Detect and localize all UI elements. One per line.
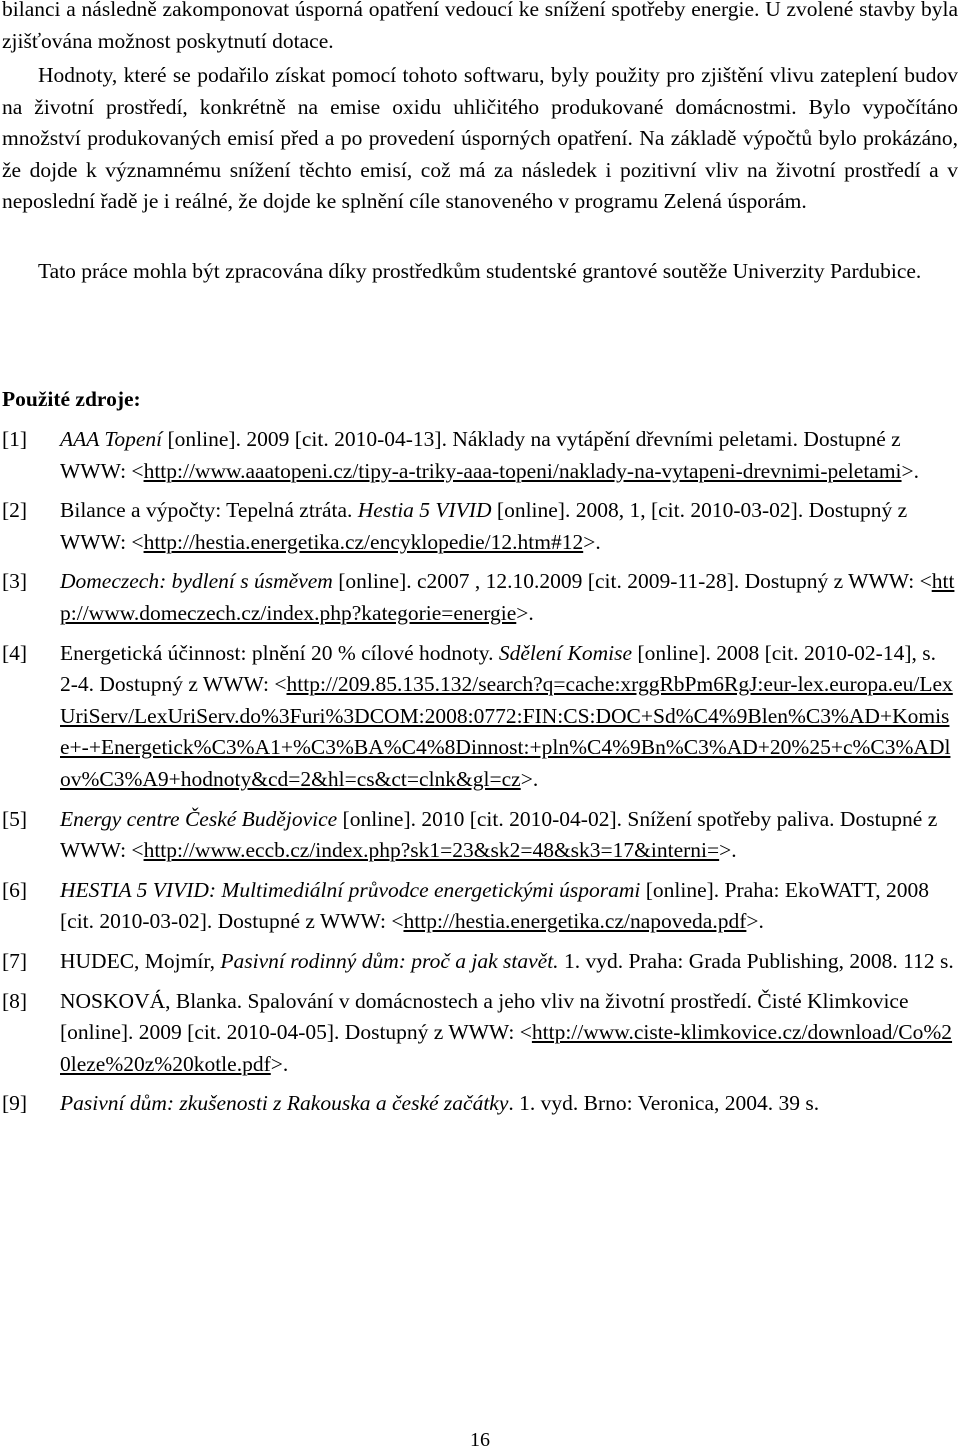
reference-link[interactable]: http://209.85.135.132/search?q=cache:xrggRbPm6RgJ:eur-lex.europa.eu/LexUriServ/LexUriServ.do%3Furi%3DCOM:2008:0772:FIN:CS:DOC+Sd%C4%9Blen%C3%AD+Komise+-+Energetick%C3%A1+%C3%BA%C4%8Dinnost:+pln%C4%9Bn%C3%AD+20%25+c%C3%ADlov%C3%A9+hodnoty&cd=2&hl=cs&ct=clnk&gl=cz: [60, 672, 953, 791]
reference-3: [0, 566, 958, 629]
reference-title: Pasivní rodinný dům: proč a jak stavět.: [220, 948, 559, 973]
reference-body: [60, 566, 958, 629]
reference-link[interactable]: http://www.ciste-klimkovice.cz/download/Co%20leze%20z%20kotle.pdf: [60, 1020, 953, 1076]
reference-number: [1]: [2, 427, 28, 451]
reference-tail: >.: [270, 1051, 289, 1076]
reference-authors: Bilance a výpočty: Tepelná ztráta.: [60, 498, 358, 523]
reference-authors: NOSKOVÁ, Blanka. Spalování v domácnostech a jeho vliv na životní prostředí. Čisté Klimkovice [online]. 2009 [cit. 2010-04-05]. Dostupný z WWW: <: [60, 988, 909, 1045]
page-number: 16: [470, 1429, 490, 1451]
reference-number: [8]: [2, 988, 28, 1013]
reference-body: [60, 804, 958, 867]
reference-tail: >.: [746, 909, 764, 934]
reference-7: [0, 946, 958, 978]
references-heading: Použité zdroje:: [2, 387, 141, 411]
reference-title: Energy centre České Budějovice: [60, 806, 338, 831]
reference-tail: >.: [719, 838, 737, 863]
reference-authors: HUDEC, Mojmír,: [60, 948, 221, 973]
reference-link[interactable]: http://hestia.energetika.cz/napoveda.pdf: [403, 909, 747, 934]
reference-text: [online]. 2008, 1, [cit. 2010-03-02]. Dostupný z WWW: <: [60, 498, 908, 554]
reference-2: [0, 495, 958, 558]
reference-body: [60, 875, 958, 938]
reference-link[interactable]: http://hestia.energetika.cz/encyklopedie/12.htm#12: [143, 529, 584, 554]
reference-8: [0, 986, 958, 1081]
reference-number: [5]: [2, 806, 28, 831]
reference-5: [0, 804, 958, 867]
reference-body: [60, 986, 958, 1081]
reference-number: [4]: [2, 640, 28, 665]
body-paragraph-1: bilanci a následně zakomponovat úsporná opatření vedoucí ke snížení spotřeby energie. U zvolené stavby byla zjišťována možnost poskytnutí dotace.: [2, 0, 958, 53]
reference-text: . 1. vyd. Brno: Veronica, 2004. 39 s.: [508, 1091, 820, 1116]
reference-text: 1. vyd. Praha: Grada Publishing, 2008. 112 s.: [558, 948, 954, 973]
reference-6: [0, 875, 958, 938]
reference-text: [online]. Praha: EkoWATT, 2008 [cit. 2010-03-02]. Dostupné z WWW: <: [60, 877, 929, 934]
reference-1: [0, 424, 958, 487]
body-paragraph-3: Tato práce mohla být zpracována díky prostředkům studentské grantové soutěže Univerzity Pardubice.: [38, 259, 922, 283]
reference-link[interactable]: http://www.aaatopeni.cz/tipy-a-triky-aaa-topeni/naklady-na-vytapeni-drevnimi-peletami: [143, 458, 902, 483]
reference-text: [online]. 2010 [cit. 2010-04-02]. Snížení spotřeby paliva. Dostupné z WWW: <: [60, 806, 938, 863]
reference-title: AAA Topení: [60, 427, 163, 451]
reference-body: [60, 946, 958, 978]
reference-text: [online]. 2008 [cit. 2010-02-14], s. 2-4. Dostupný z WWW: <: [60, 640, 936, 697]
reference-tail: >.: [520, 766, 539, 791]
reference-tail: >.: [901, 458, 920, 483]
reference-title: HESTIA 5 VIVID: Multimediální průvodce energetickými úsporami: [60, 877, 641, 902]
reference-tail: >.: [583, 529, 601, 554]
reference-tail: >.: [516, 600, 534, 625]
reference-title: Hestia 5 VIVID: [357, 498, 492, 523]
reference-body: [60, 1088, 958, 1120]
reference-title: Pasivní dům: zkušenosti z Rakouska a české začátky: [60, 1091, 509, 1116]
reference-number: [3]: [2, 569, 28, 594]
reference-number: [6]: [2, 877, 28, 902]
body-paragraph-2: Hodnoty, které se podařilo získat pomocí tohoto softwaru, byly použity pro zjištění vlivu zateplení budov na životní prostředí, konkrétně na emise oxidu uhličitého produkované domácnostmi. Bylo vypočítáno množství produkovaných emisí před a po provedení úsporných opatření. Na základě výpočtů bylo prokázáno, že dojde k významnému snížení těchto emisí, což má za následek i pozitivní vliv na životní prostředí a v neposlední řadě je i reálné, že dojde ke splnění cíle stanoveného v programu Zelená úsporám.: [2, 63, 958, 214]
reference-body: [60, 495, 958, 558]
reference-9: [0, 1088, 958, 1120]
reference-number: [7]: [2, 948, 28, 973]
reference-authors: Energetická účinnost: plnění 20 % cílové hodnoty.: [60, 640, 499, 665]
reference-text: [online]. 2009 [cit. 2010-04-13]. Náklady na vytápění dřevními peletami. Dostupné z WWW: <: [60, 427, 901, 483]
reference-title: Domeczech: bydlení s úsměvem: [60, 569, 333, 594]
reference-number: [9]: [2, 1091, 28, 1116]
references-list: [0, 424, 958, 1128]
reference-number: [2]: [2, 498, 28, 523]
reference-text: [online]. c2007 , 12.10.2009 [cit. 2009-11-28]. Dostupný z WWW: <: [332, 569, 932, 594]
reference-link[interactable]: http://www.domeczech.cz/index.php?kategorie=energie: [60, 569, 955, 625]
reference-title: Sdělení Komise: [498, 640, 633, 665]
reference-body: [60, 638, 958, 796]
reference-body: [60, 424, 958, 487]
reference-4: [0, 638, 958, 796]
reference-link[interactable]: http://www.eccb.cz/index.php?sk1=23&sk2=48&sk3=17&interni=: [143, 838, 720, 863]
